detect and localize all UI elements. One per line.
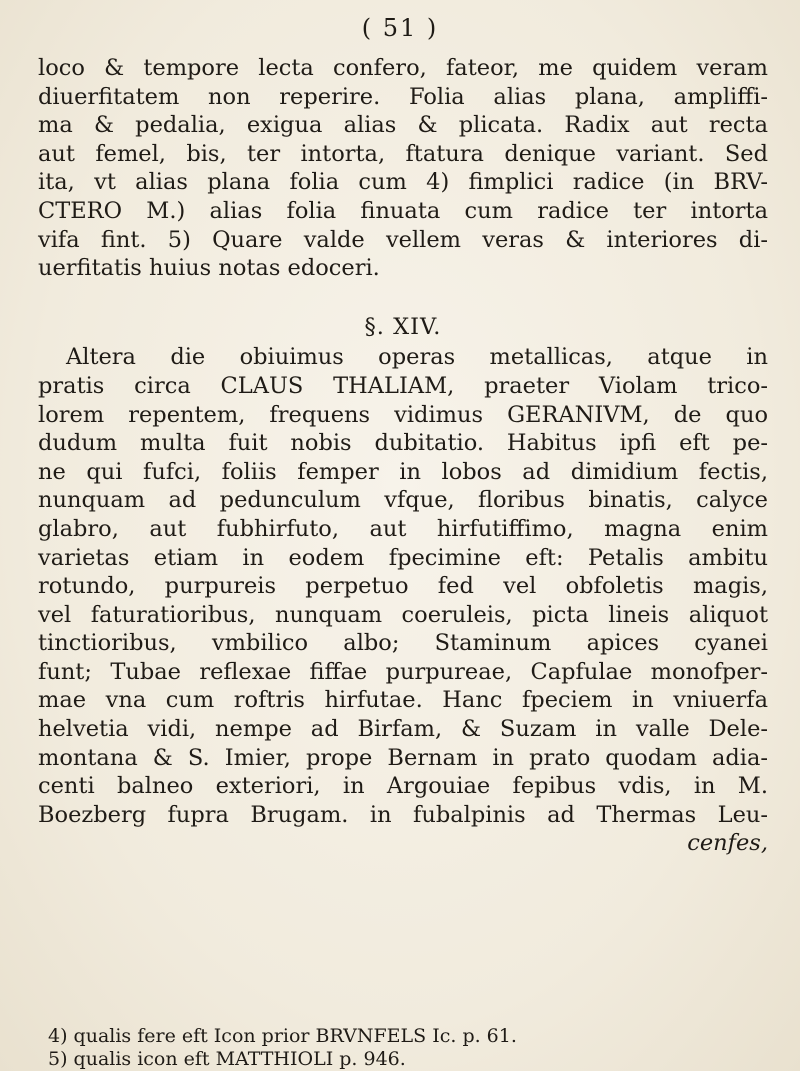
section-line: lorem repentem, frequens vidimus GERANIVM, de quo xyxy=(38,401,768,428)
body-line: ma & pedalia, exigua alias & plicata. Radix aut recta xyxy=(38,112,768,139)
section-line: mae vna cum roftris hirfutae. Hanc fpeciem in vniuerfa xyxy=(38,687,768,714)
section-line: helvetia vidi, nempe ad Birfam, & Suzam in valle Dele- xyxy=(38,716,768,743)
section-line: ne qui fufci, foliis femper in lobos ad dimidium fectis, xyxy=(38,458,768,485)
body-line: CTERO M.) alias folia finuata cum radice ter intorta xyxy=(38,197,768,224)
page-number: ( 51 ) xyxy=(361,14,439,42)
footnote: 5) qualis icon eft MATTHIOLI p. 946. xyxy=(48,1048,406,1070)
section-line: rotundo, purpureis perpetuo fed vel obfoletis magis, xyxy=(38,573,768,600)
footnote: 4) qualis fere eft Icon prior BRVNFELS Ic. p. 61. xyxy=(48,1025,517,1047)
section-line: pratis circa CLAUS THALIAM, praeter Violam trico- xyxy=(38,372,768,399)
section-line: nunquam ad pedunculum vfque, floribus binatis, calyce xyxy=(38,487,768,514)
body-line: uerfitatis huius notas edoceri. xyxy=(38,255,380,282)
catchword: cenfes, xyxy=(687,830,768,857)
footnotes xyxy=(38,1025,768,1071)
section-line: tinctioribus, vmbilico albo; Staminum apices cyanei xyxy=(38,630,768,657)
section-line: funt; Tubae reflexae fiffae purpureae, Capfulae monofper- xyxy=(38,658,768,685)
section-line: vel faturatioribus, nunquam coeruleis, picta lineis aliquot xyxy=(38,601,768,628)
section-line: centi balneo exteriori, in Argouiae fepibus vdis, in M. xyxy=(38,773,768,800)
section-line: montana & S. Imier, prope Bernam in prato quodam adia- xyxy=(38,744,768,771)
section-line: Boezberg fupra Brugam. in fubalpinis ad Thermas Leu- xyxy=(38,801,768,828)
body-line: vifa fint. 5) Quare valde vellem veras & interiores di- xyxy=(38,226,768,253)
section-line: dudum multa fuit nobis dubitatio. Habitus ipfi eft pe- xyxy=(38,430,768,457)
section-heading: §. XIV. xyxy=(364,313,442,340)
section-line: glabro, aut fubhirfuto, aut hirfutiffimo, magna enim xyxy=(38,515,768,542)
section-line: Altera die obiuimus operas metallicas, atque in xyxy=(66,344,768,371)
main-text xyxy=(38,54,768,858)
body-line: diuerfitatem non reperire. Folia alias plana, ampliffi- xyxy=(38,83,768,110)
body-line: ita, vt alias plana folia cum 4) fimplici radice (in BRV- xyxy=(38,169,768,196)
body-line: loco & tempore lecta confero, fateor, me quidem veram xyxy=(38,55,768,81)
body-line: aut femel, bis, ter intorta, ftatura denique variant. Sed xyxy=(38,140,768,167)
section-line: varietas etiam in eodem fpecimine eft: Petalis ambitu xyxy=(38,544,768,571)
